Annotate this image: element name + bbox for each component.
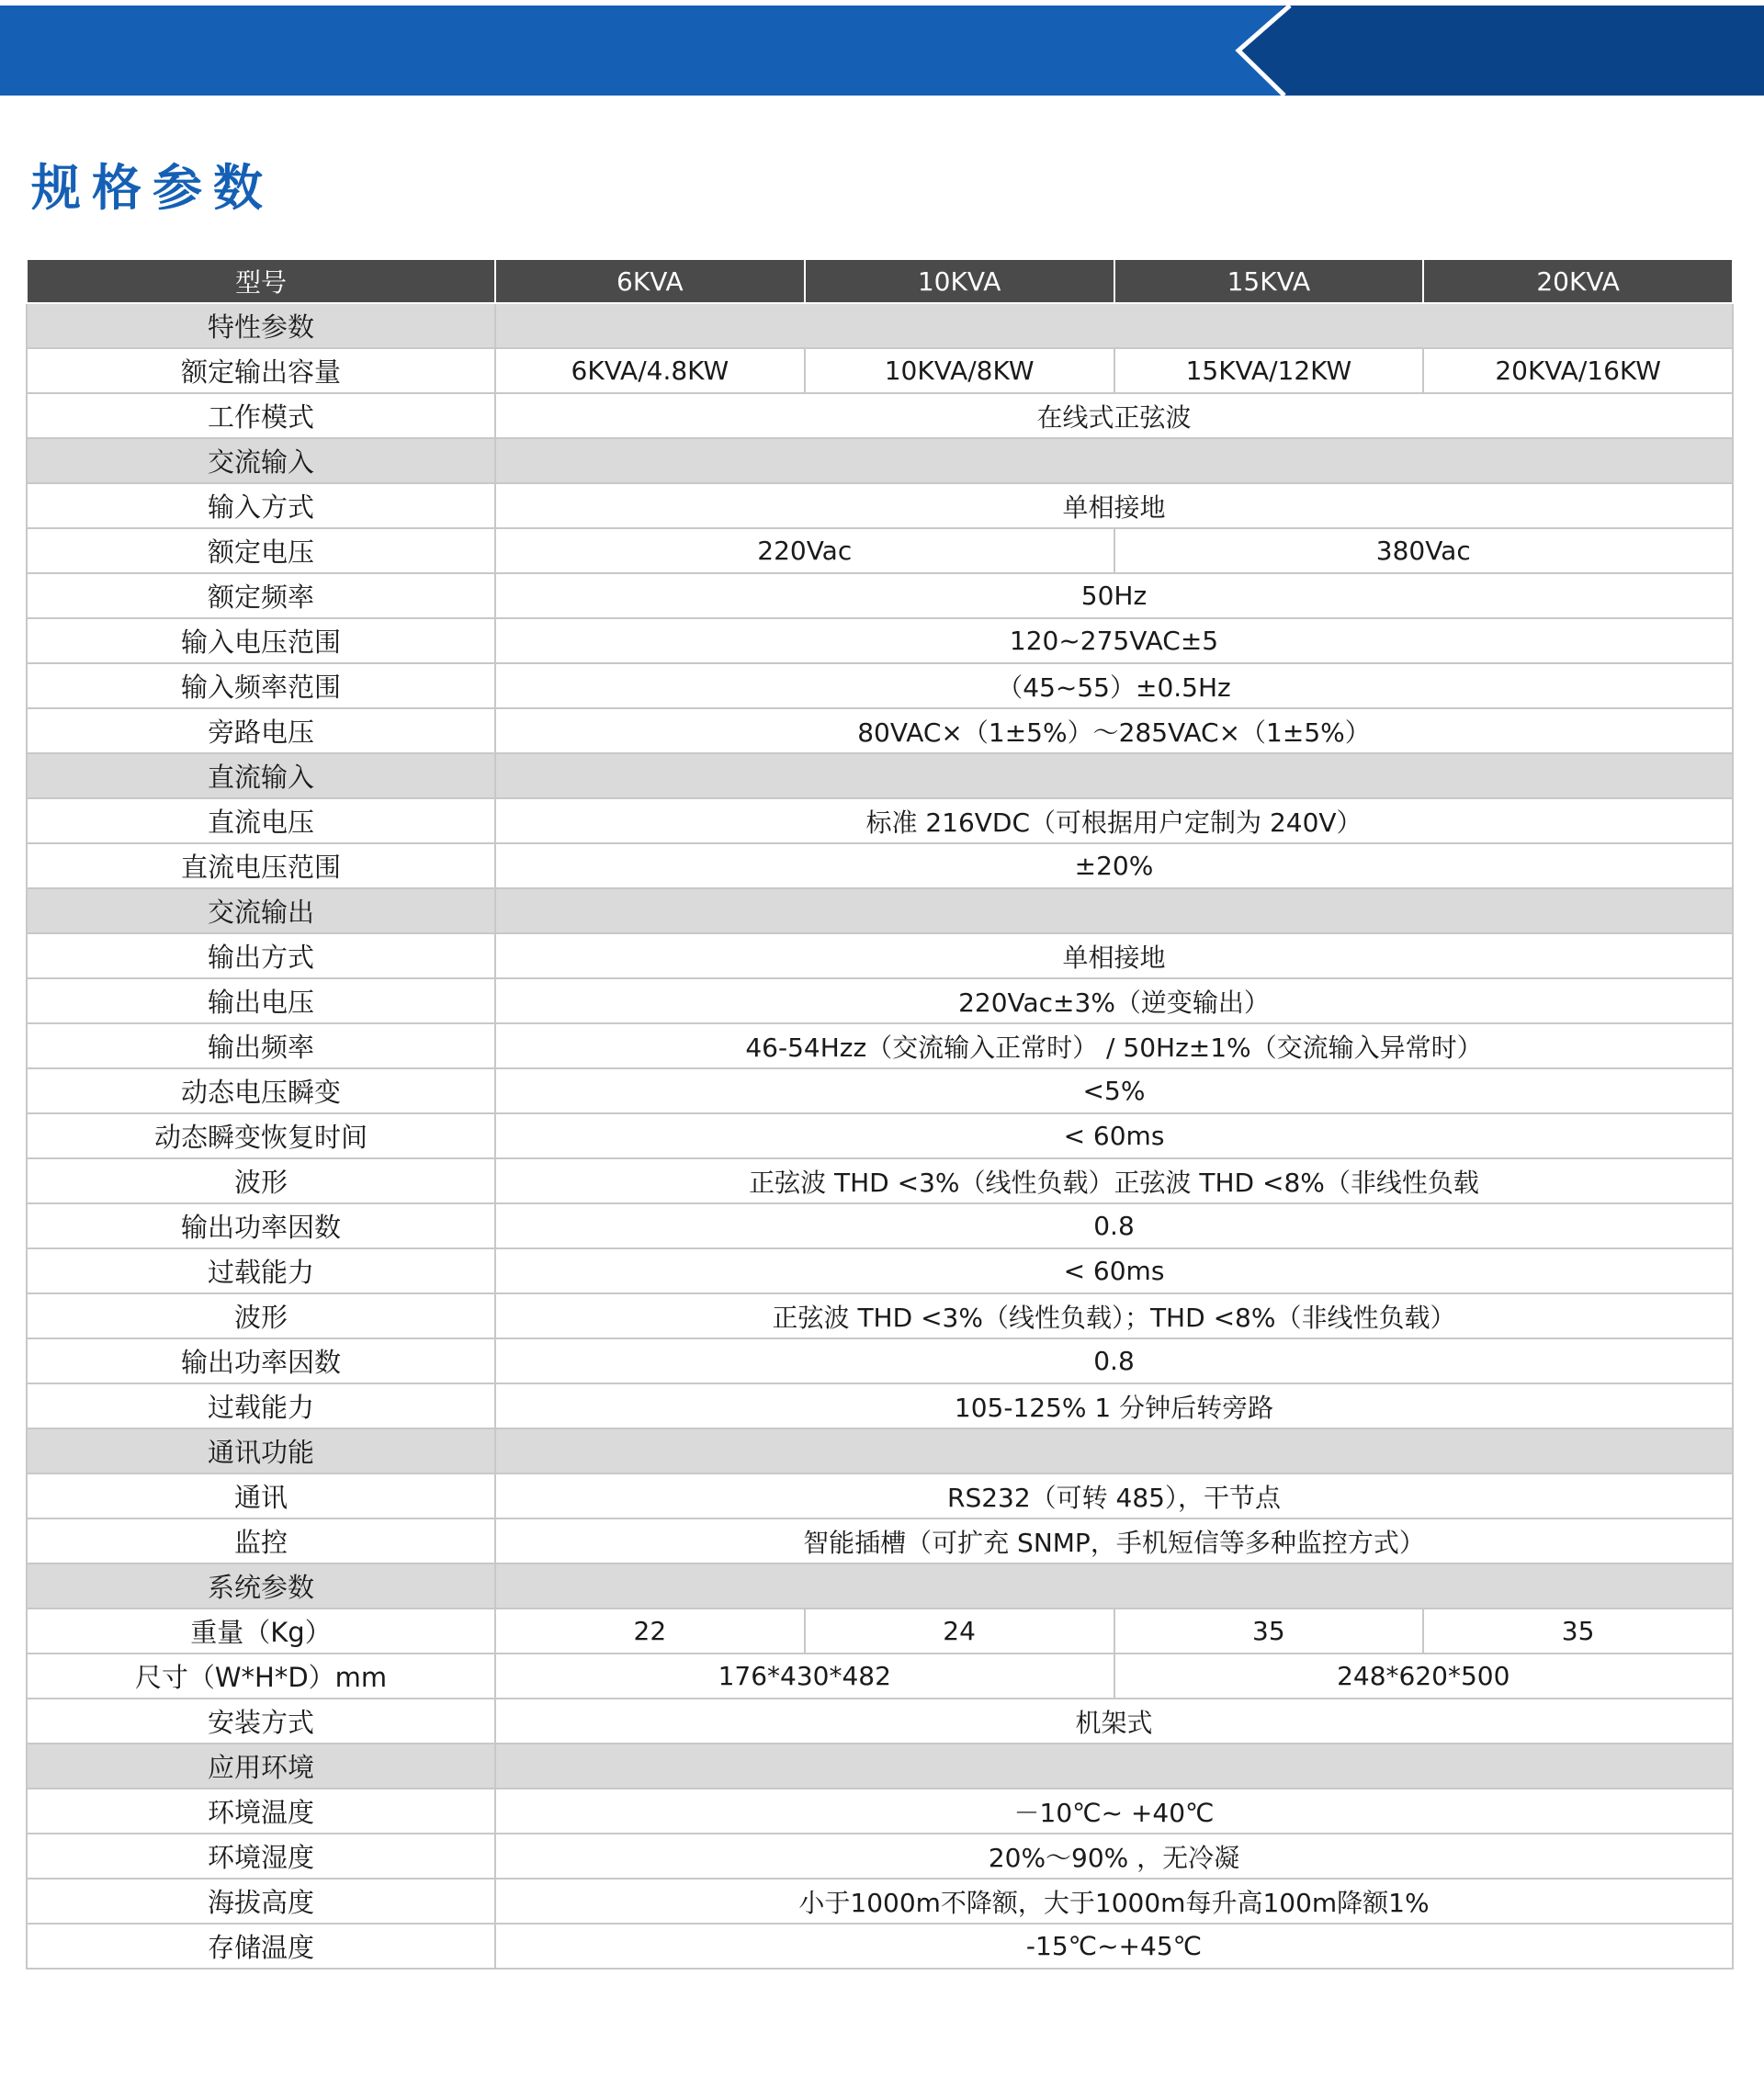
row-value: 智能插槽（可扩充 SNMP，手机短信等多种监控方式） xyxy=(495,1518,1733,1563)
row-label: 输出频率 xyxy=(27,1023,495,1068)
row-label: 安装方式 xyxy=(27,1699,495,1744)
row-value: 120~275VAC±5 xyxy=(495,618,1733,663)
table-row xyxy=(27,1699,1733,1744)
row-label: 环境温度 xyxy=(27,1789,495,1834)
table-row xyxy=(27,708,1733,753)
category-label: 应用环境 xyxy=(27,1744,495,1789)
row-value: 46-54Hzz（交流输入正常时） / 50Hz±1%（交流输入异常时） xyxy=(495,1023,1733,1068)
row-value: 35 xyxy=(1423,1609,1733,1654)
category-row xyxy=(27,1428,1733,1473)
row-value: 单相接地 xyxy=(495,933,1733,978)
category-row xyxy=(27,753,1733,798)
row-label: 存储温度 xyxy=(27,1924,495,1969)
row-value: ±20% xyxy=(495,843,1733,888)
header-label: 型号 xyxy=(27,259,495,303)
category-label: 交流输出 xyxy=(27,888,495,933)
row-label: 工作模式 xyxy=(27,393,495,438)
row-label: 额定输出容量 xyxy=(27,348,495,393)
table-row xyxy=(27,1609,1733,1654)
category-row xyxy=(27,1744,1733,1789)
spec-table xyxy=(26,258,1734,1970)
category-row xyxy=(27,1563,1733,1609)
table-row xyxy=(27,1383,1733,1428)
row-label: 通讯 xyxy=(27,1473,495,1518)
category-filler xyxy=(495,1744,1733,1789)
category-label: 交流输入 xyxy=(27,438,495,483)
row-value: 105-125% 1 分钟后转旁路 xyxy=(495,1383,1733,1428)
row-value: 22 xyxy=(495,1609,805,1654)
row-label: 波形 xyxy=(27,1293,495,1338)
row-value: 176*430*482 xyxy=(495,1654,1114,1699)
row-value: 单相接地 xyxy=(495,483,1733,528)
row-value: 35 xyxy=(1114,1609,1424,1654)
header-model: 10KVA xyxy=(805,259,1114,303)
row-value: < 60ms xyxy=(495,1248,1733,1293)
row-label: 输入方式 xyxy=(27,483,495,528)
row-label: 过载能力 xyxy=(27,1248,495,1293)
row-value: 220Vac xyxy=(495,528,1114,573)
table-row xyxy=(27,618,1733,663)
page-title: 规格参数 xyxy=(31,159,274,217)
category-filler xyxy=(495,753,1733,798)
row-label: 尺寸（W*H*D）mm xyxy=(27,1654,495,1699)
row-value: 220Vac±3%（逆变输出） xyxy=(495,978,1733,1023)
table-row xyxy=(27,798,1733,843)
row-label: 额定频率 xyxy=(27,573,495,618)
row-value: -15℃~+45℃ xyxy=(495,1924,1733,1969)
banner-graphic xyxy=(0,6,1764,96)
row-value: RS232（可转 485），干节点 xyxy=(495,1473,1733,1518)
category-label: 通讯功能 xyxy=(27,1428,495,1473)
table-row xyxy=(27,1023,1733,1068)
category-label: 系统参数 xyxy=(27,1563,495,1609)
header-model: 6KVA xyxy=(495,259,805,303)
row-value: 在线式正弦波 xyxy=(495,393,1733,438)
row-label: 过载能力 xyxy=(27,1383,495,1428)
table-row xyxy=(27,1518,1733,1563)
row-label: 输出功率因数 xyxy=(27,1338,495,1383)
row-value: 正弦波 THD <3%（线性负载）正弦波 THD <8%（非线性负载 xyxy=(495,1158,1733,1203)
row-label: 输出电压 xyxy=(27,978,495,1023)
row-label: 直流电压范围 xyxy=(27,843,495,888)
row-label: 输入电压范围 xyxy=(27,618,495,663)
row-label: 输出功率因数 xyxy=(27,1203,495,1248)
row-value: 15KVA/12KW xyxy=(1114,348,1424,393)
table-row xyxy=(27,573,1733,618)
row-label: 动态电压瞬变 xyxy=(27,1068,495,1113)
table-row xyxy=(27,933,1733,978)
row-value: 0.8 xyxy=(495,1338,1733,1383)
row-value: 10KVA/8KW xyxy=(805,348,1114,393)
header-banner xyxy=(0,6,1764,96)
table-row xyxy=(27,1924,1733,1969)
row-label: 波形 xyxy=(27,1158,495,1203)
row-value: <5% xyxy=(495,1068,1733,1113)
table-row xyxy=(27,1473,1733,1518)
row-value: 20KVA/16KW xyxy=(1423,348,1733,393)
category-row xyxy=(27,438,1733,483)
table-row xyxy=(27,1158,1733,1203)
row-value: < 60ms xyxy=(495,1113,1733,1158)
table-row xyxy=(27,1293,1733,1338)
table-row xyxy=(27,1113,1733,1158)
category-filler xyxy=(495,1428,1733,1473)
row-value: 248*620*500 xyxy=(1114,1654,1734,1699)
row-value: 6KVA/4.8KW xyxy=(495,348,805,393)
row-value: 机架式 xyxy=(495,1699,1733,1744)
category-filler xyxy=(495,303,1733,348)
table-row xyxy=(27,1338,1733,1383)
row-value: －10℃~ +40℃ xyxy=(495,1789,1733,1834)
row-label: 监控 xyxy=(27,1518,495,1563)
row-value: 小于1000m不降额，大于1000m每升高100m降额1% xyxy=(495,1879,1733,1924)
table-row xyxy=(27,393,1733,438)
row-value: 20%～90% ，无冷凝 xyxy=(495,1834,1733,1879)
row-value: 正弦波 THD <3%（线性负载）；THD <8%（非线性负载） xyxy=(495,1293,1733,1338)
row-value: 24 xyxy=(805,1609,1114,1654)
row-label: 输入频率范围 xyxy=(27,663,495,708)
row-label: 直流电压 xyxy=(27,798,495,843)
row-value: 标准 216VDC（可根据用户定制为 240V） xyxy=(495,798,1733,843)
row-label: 重量（Kg） xyxy=(27,1609,495,1654)
category-filler xyxy=(495,888,1733,933)
table-row xyxy=(27,1203,1733,1248)
table-row xyxy=(27,1879,1733,1924)
table-row xyxy=(27,1068,1733,1113)
table-row xyxy=(27,528,1733,573)
row-value: 50Hz xyxy=(495,573,1733,618)
table-row xyxy=(27,1789,1733,1834)
category-row xyxy=(27,888,1733,933)
row-label: 输出方式 xyxy=(27,933,495,978)
table-row xyxy=(27,843,1733,888)
category-filler xyxy=(495,1563,1733,1609)
category-row xyxy=(27,303,1733,348)
table-row xyxy=(27,483,1733,528)
row-label: 旁路电压 xyxy=(27,708,495,753)
row-label: 海拔高度 xyxy=(27,1879,495,1924)
header-model: 15KVA xyxy=(1114,259,1424,303)
row-value: 380Vac xyxy=(1114,528,1734,573)
row-label: 动态瞬变恢复时间 xyxy=(27,1113,495,1158)
table-row xyxy=(27,1654,1733,1699)
table-row xyxy=(27,978,1733,1023)
table-row xyxy=(27,1834,1733,1879)
table-row xyxy=(27,348,1733,393)
category-filler xyxy=(495,438,1733,483)
row-label: 额定电压 xyxy=(27,528,495,573)
table-row xyxy=(27,1248,1733,1293)
row-value: 0.8 xyxy=(495,1203,1733,1248)
row-label: 环境湿度 xyxy=(27,1834,495,1879)
row-value: 80VAC×（1±5%）～285VAC×（1±5%） xyxy=(495,708,1733,753)
table-header-row xyxy=(27,259,1733,303)
header-model: 20KVA xyxy=(1423,259,1733,303)
category-label: 直流输入 xyxy=(27,753,495,798)
category-label: 特性参数 xyxy=(27,303,495,348)
table-row xyxy=(27,663,1733,708)
row-value: （45~55）±0.5Hz xyxy=(495,663,1733,708)
